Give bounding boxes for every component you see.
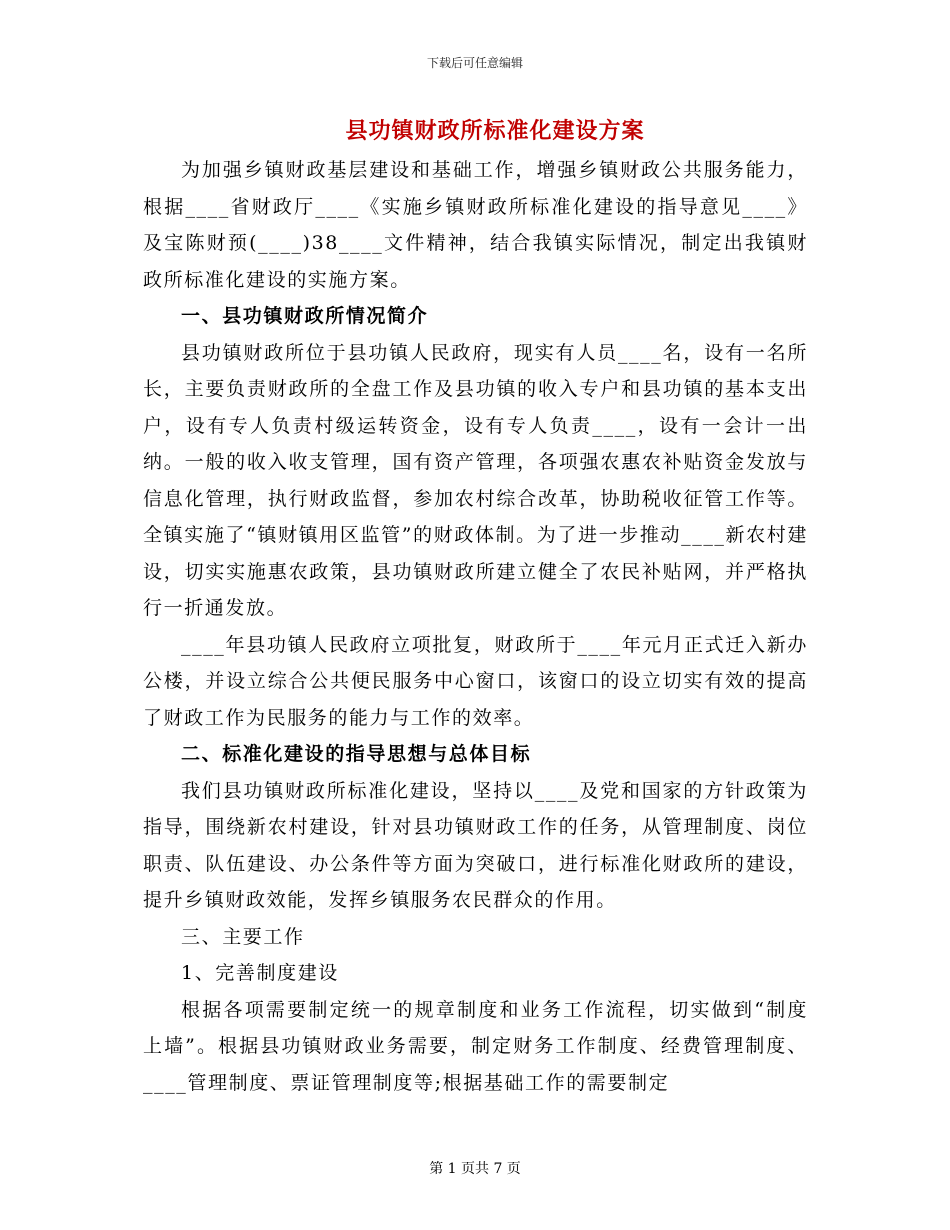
body-paragraph: 根据各项需要制定统一的规章制度和业务工作流程，切实做到“制度上墙”。根据县功镇财政业务需要，制定财务工作制度、经费管理制度、____管理制度、票证管理制度等;根据基础工作的需要制定 [143,998,808,1094]
body-paragraph: ____年县功镇人民政府立项批复，财政所于____年元月正式迁入新办公楼，并设立综合公共便民服务中心窗口，该窗口的设立切实有效的提高了财政工作为民服务的能力与工作的效率。 [143,633,808,729]
page-footer: 第 1 页共 7 页 [429,1161,521,1177]
section-heading-3: 三、主要工作 [181,925,305,948]
subsection-heading: 1、完善制度建设 [181,962,339,984]
section-heading-1: 一、县功镇财政所情况简介 [181,305,429,327]
intro-paragraph: 为加强乡镇财政基层建设和基础工作，增强乡镇财政公共服务能力，根据____省财政厅____《实施乡镇财政所标准化建设的指导意见____》及宝陈财预(____)38____文件精神，结合我镇实际情况，制定出我镇财政所标准化建设的实施方案。 [143,159,808,291]
document-title: 县功镇财政所标准化建设方案 [345,118,645,144]
section-heading-2: 二、标准化建设的指导思想与总体目标 [181,743,532,765]
page-header: 下载后可任意编辑 [426,56,523,70]
document-body [143,152,808,1101]
body-paragraph: 县功镇财政所位于县功镇人民政府，现实有人员____名，设有一名所长，主要负责财政所的全盘工作及县功镇的收入专户和县功镇的基本支出户，设有专人负责村级运转资金，设有专人负责____，设有一会计一出纳。一般的收入收支管理，国有资产管理，各项强农惠农补贴资金发放与信息化管理，执行财政监督，参加农村综合改革，协助税收征管工作等。全镇实施了“镇财镇用区监管”的财政体制。为了进一步推动____新农村建设，切实实施惠农政策，县功镇财政所建立健全了农民补贴网，并严格执行一折通发放。 [143,341,808,619]
body-paragraph: 我们县功镇财政所标准化建设，坚持以____及党和国家的方针政策为指导，围绕新农村建设，针对县功镇财政工作的任务，从管理制度、岗位职责、队伍建设、办公条件等方面为突破口，进行标准化财政所的建设，提升乡镇财政效能，发挥乡镇服务农民群众的作用。 [143,779,808,911]
